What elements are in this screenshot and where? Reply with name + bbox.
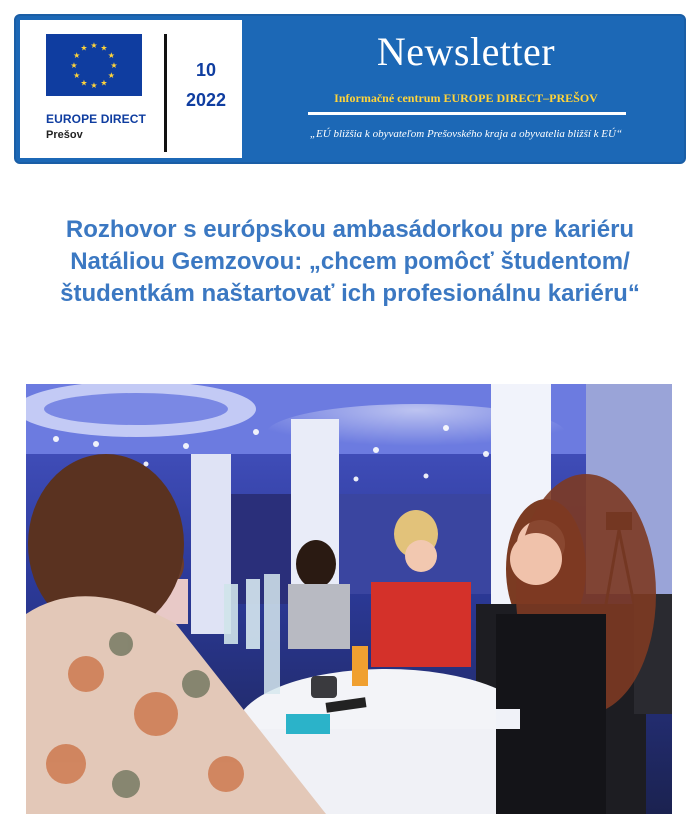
issue-number: 10 — [195, 60, 217, 80]
eu-star-icon: ★ — [107, 51, 115, 60]
eu-star-icon: ★ — [90, 81, 98, 90]
newsletter-subtitle: Informačné centrum EUROPE DIRECT–PREŠOV — [334, 91, 598, 105]
eu-star-icon: ★ — [70, 61, 78, 70]
title-rule — [308, 112, 626, 115]
eu-star-icon: ★ — [73, 51, 81, 60]
issue-year: 2022 — [185, 90, 227, 110]
eu-star-icon: ★ — [100, 78, 108, 88]
eu-star-icon: ★ — [100, 43, 108, 53]
brand-name: EUROPE DIRECT — [46, 112, 146, 126]
newsletter-title: Newsletter — [376, 29, 556, 74]
brand-city: Prešov — [46, 129, 83, 141]
logo-divider — [164, 34, 167, 152]
newsletter-motto: „EÚ bližšia k obyvateľom Prešovského kraja a obyvatelia bližší k EÚ“ — [309, 128, 623, 140]
eu-star-icon: ★ — [73, 71, 81, 80]
newsletter-banner — [14, 14, 686, 164]
europe-direct-logo — [20, 20, 242, 158]
eu-star-icon: ★ — [80, 78, 88, 88]
article-headline: Rozhovor s európskou ambasádorkou pre kariéru Natáliou Gemzovou: „chcem pomôcť študentom/študentkám naštartovať ich profesionálnu kariéru“ — [60, 216, 640, 307]
eu-flag-icon — [46, 34, 142, 96]
eu-star-icon: ★ — [90, 41, 98, 50]
eu-star-icon: ★ — [107, 71, 115, 80]
article-photo — [26, 384, 672, 814]
eu-star-icon: ★ — [110, 61, 118, 70]
eu-star-icon: ★ — [80, 43, 88, 53]
